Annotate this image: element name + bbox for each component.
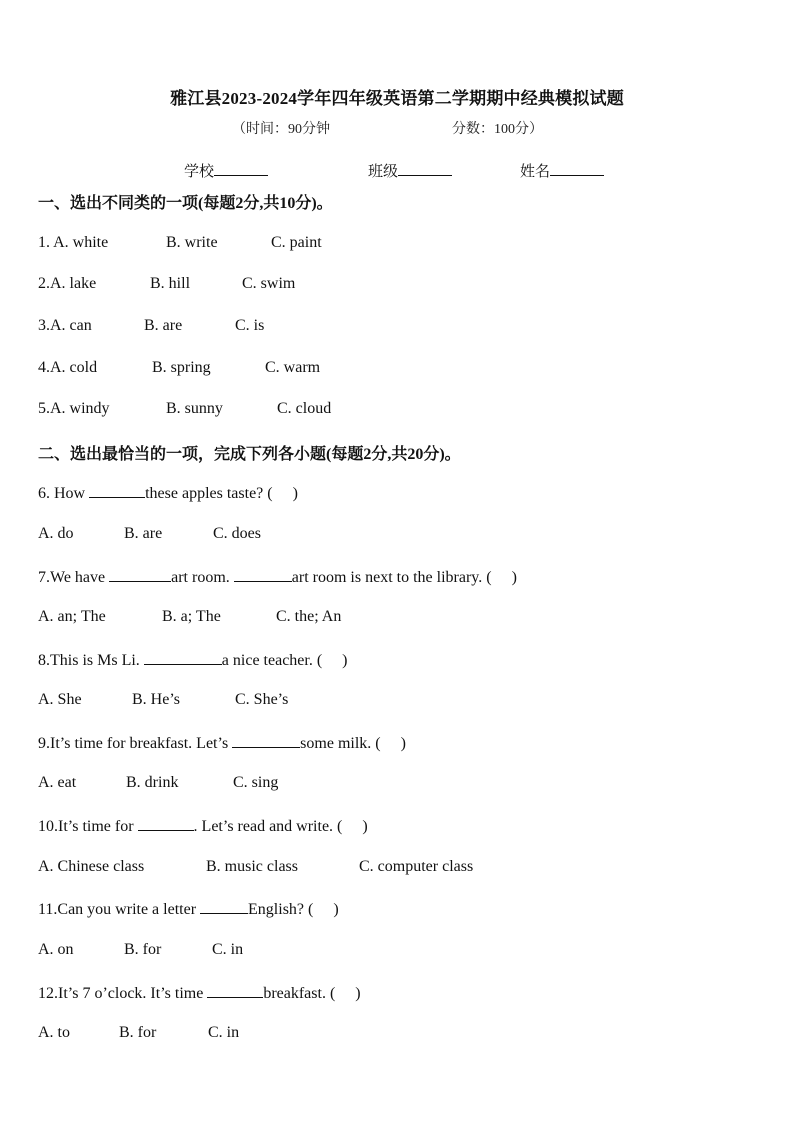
q1-option-b[interactable]: B. write — [166, 234, 218, 251]
q10-option-a[interactable]: A. Chinese class — [38, 858, 145, 875]
section-1-heading: 一、选出不同类的一项(每题2分,共10分)。 — [38, 195, 333, 212]
class-blank[interactable] — [398, 161, 452, 176]
q5-option-a[interactable]: 5.A. windy — [38, 400, 110, 417]
q6-blank[interactable] — [89, 483, 145, 498]
school-blank[interactable] — [214, 161, 268, 176]
q10-option-b[interactable]: B. music class — [206, 858, 298, 875]
exam-score: 分数：100分） — [452, 122, 543, 137]
q11-option-a[interactable]: A. on — [38, 941, 74, 958]
q3-option-b[interactable]: B. are — [144, 317, 183, 334]
q1-option-a[interactable]: 1. A. white — [38, 234, 109, 251]
q7-stem: 7.We have art room. art room is next to the library. ( ) — [38, 569, 517, 586]
q9-blank[interactable] — [232, 733, 300, 748]
q10-option-c[interactable]: C. computer class — [359, 858, 474, 875]
q8-blank[interactable] — [144, 650, 222, 665]
page-title: 雅江县2023-2024学年四年级英语第二学期期中经典模拟试题 — [170, 89, 624, 108]
q7-option-c[interactable]: C. the; An — [276, 608, 342, 625]
q9-option-b[interactable]: B. drink — [126, 774, 179, 791]
q8-option-a[interactable]: A. She — [38, 691, 82, 708]
q10-stem: 10.It’s time for . Let’s read and write. ( ) — [38, 818, 368, 835]
q5-option-c[interactable]: C. cloud — [277, 400, 332, 417]
q9-option-c[interactable]: C. sing — [233, 774, 279, 791]
name-blank[interactable] — [550, 161, 604, 176]
q4-option-b[interactable]: B. spring — [152, 359, 211, 376]
exam-time: （时间：90分钟 — [232, 122, 330, 137]
q2-option-a[interactable]: 2.A. lake — [38, 275, 97, 292]
q7-blank-2[interactable] — [234, 567, 292, 582]
q2-option-c[interactable]: C. swim — [242, 275, 296, 292]
q9-option-a[interactable]: A. eat — [38, 774, 77, 791]
class-field[interactable] — [368, 160, 452, 181]
q12-stem: 12.It’s 7 o’clock. It’s time breakfast. ( ) — [38, 985, 361, 1002]
q6-option-c[interactable]: C. does — [213, 525, 261, 542]
name-label: 姓名 — [520, 164, 551, 180]
q12-option-a[interactable]: A. to — [38, 1024, 70, 1041]
class-label: 班级 — [368, 164, 399, 180]
section-2-heading: 二、选出最恰当的一项，完成下列各小题(每题2分,共20分)。 — [38, 446, 461, 463]
q6-option-a[interactable]: A. do — [38, 525, 74, 542]
q12-option-c[interactable]: C. in — [208, 1024, 240, 1041]
q9-stem: 9.It’s time for breakfast. Let’s some milk. ( ) — [38, 735, 406, 752]
q11-option-b[interactable]: B. for — [124, 941, 162, 958]
q3-option-a[interactable]: 3.A. can — [38, 317, 92, 334]
q8-option-c[interactable]: C. She’s — [235, 691, 289, 708]
q10-blank[interactable] — [138, 816, 194, 831]
q2-option-b[interactable]: B. hill — [150, 275, 191, 292]
school-label: 学校 — [184, 164, 215, 180]
q8-option-b[interactable]: B. He’s — [132, 691, 180, 708]
q7-option-a[interactable]: A. an; The — [38, 608, 106, 625]
q12-option-b[interactable]: B. for — [119, 1024, 157, 1041]
name-field[interactable] — [520, 160, 604, 181]
q1-option-c[interactable]: C. paint — [271, 234, 322, 251]
q3-option-c[interactable]: C. is — [235, 317, 265, 334]
q11-option-c[interactable]: C. in — [212, 941, 244, 958]
q7-option-b[interactable]: B. a; The — [162, 608, 221, 625]
q12-blank[interactable] — [207, 983, 263, 998]
q6-stem: 6. How these apples taste? ( ) — [38, 485, 298, 502]
q4-option-c[interactable]: C. warm — [265, 359, 321, 376]
q5-option-b[interactable]: B. sunny — [166, 400, 223, 417]
school-field[interactable] — [184, 160, 268, 181]
q11-stem: 11.Can you write a letter English? ( ) — [38, 901, 339, 918]
q7-blank-1[interactable] — [109, 567, 171, 582]
q8-stem: 8.This is Ms Li. a nice teacher. ( ) — [38, 652, 348, 669]
q4-option-a[interactable]: 4.A. cold — [38, 359, 98, 376]
q11-blank[interactable] — [200, 899, 248, 914]
q6-option-b[interactable]: B. are — [124, 525, 163, 542]
